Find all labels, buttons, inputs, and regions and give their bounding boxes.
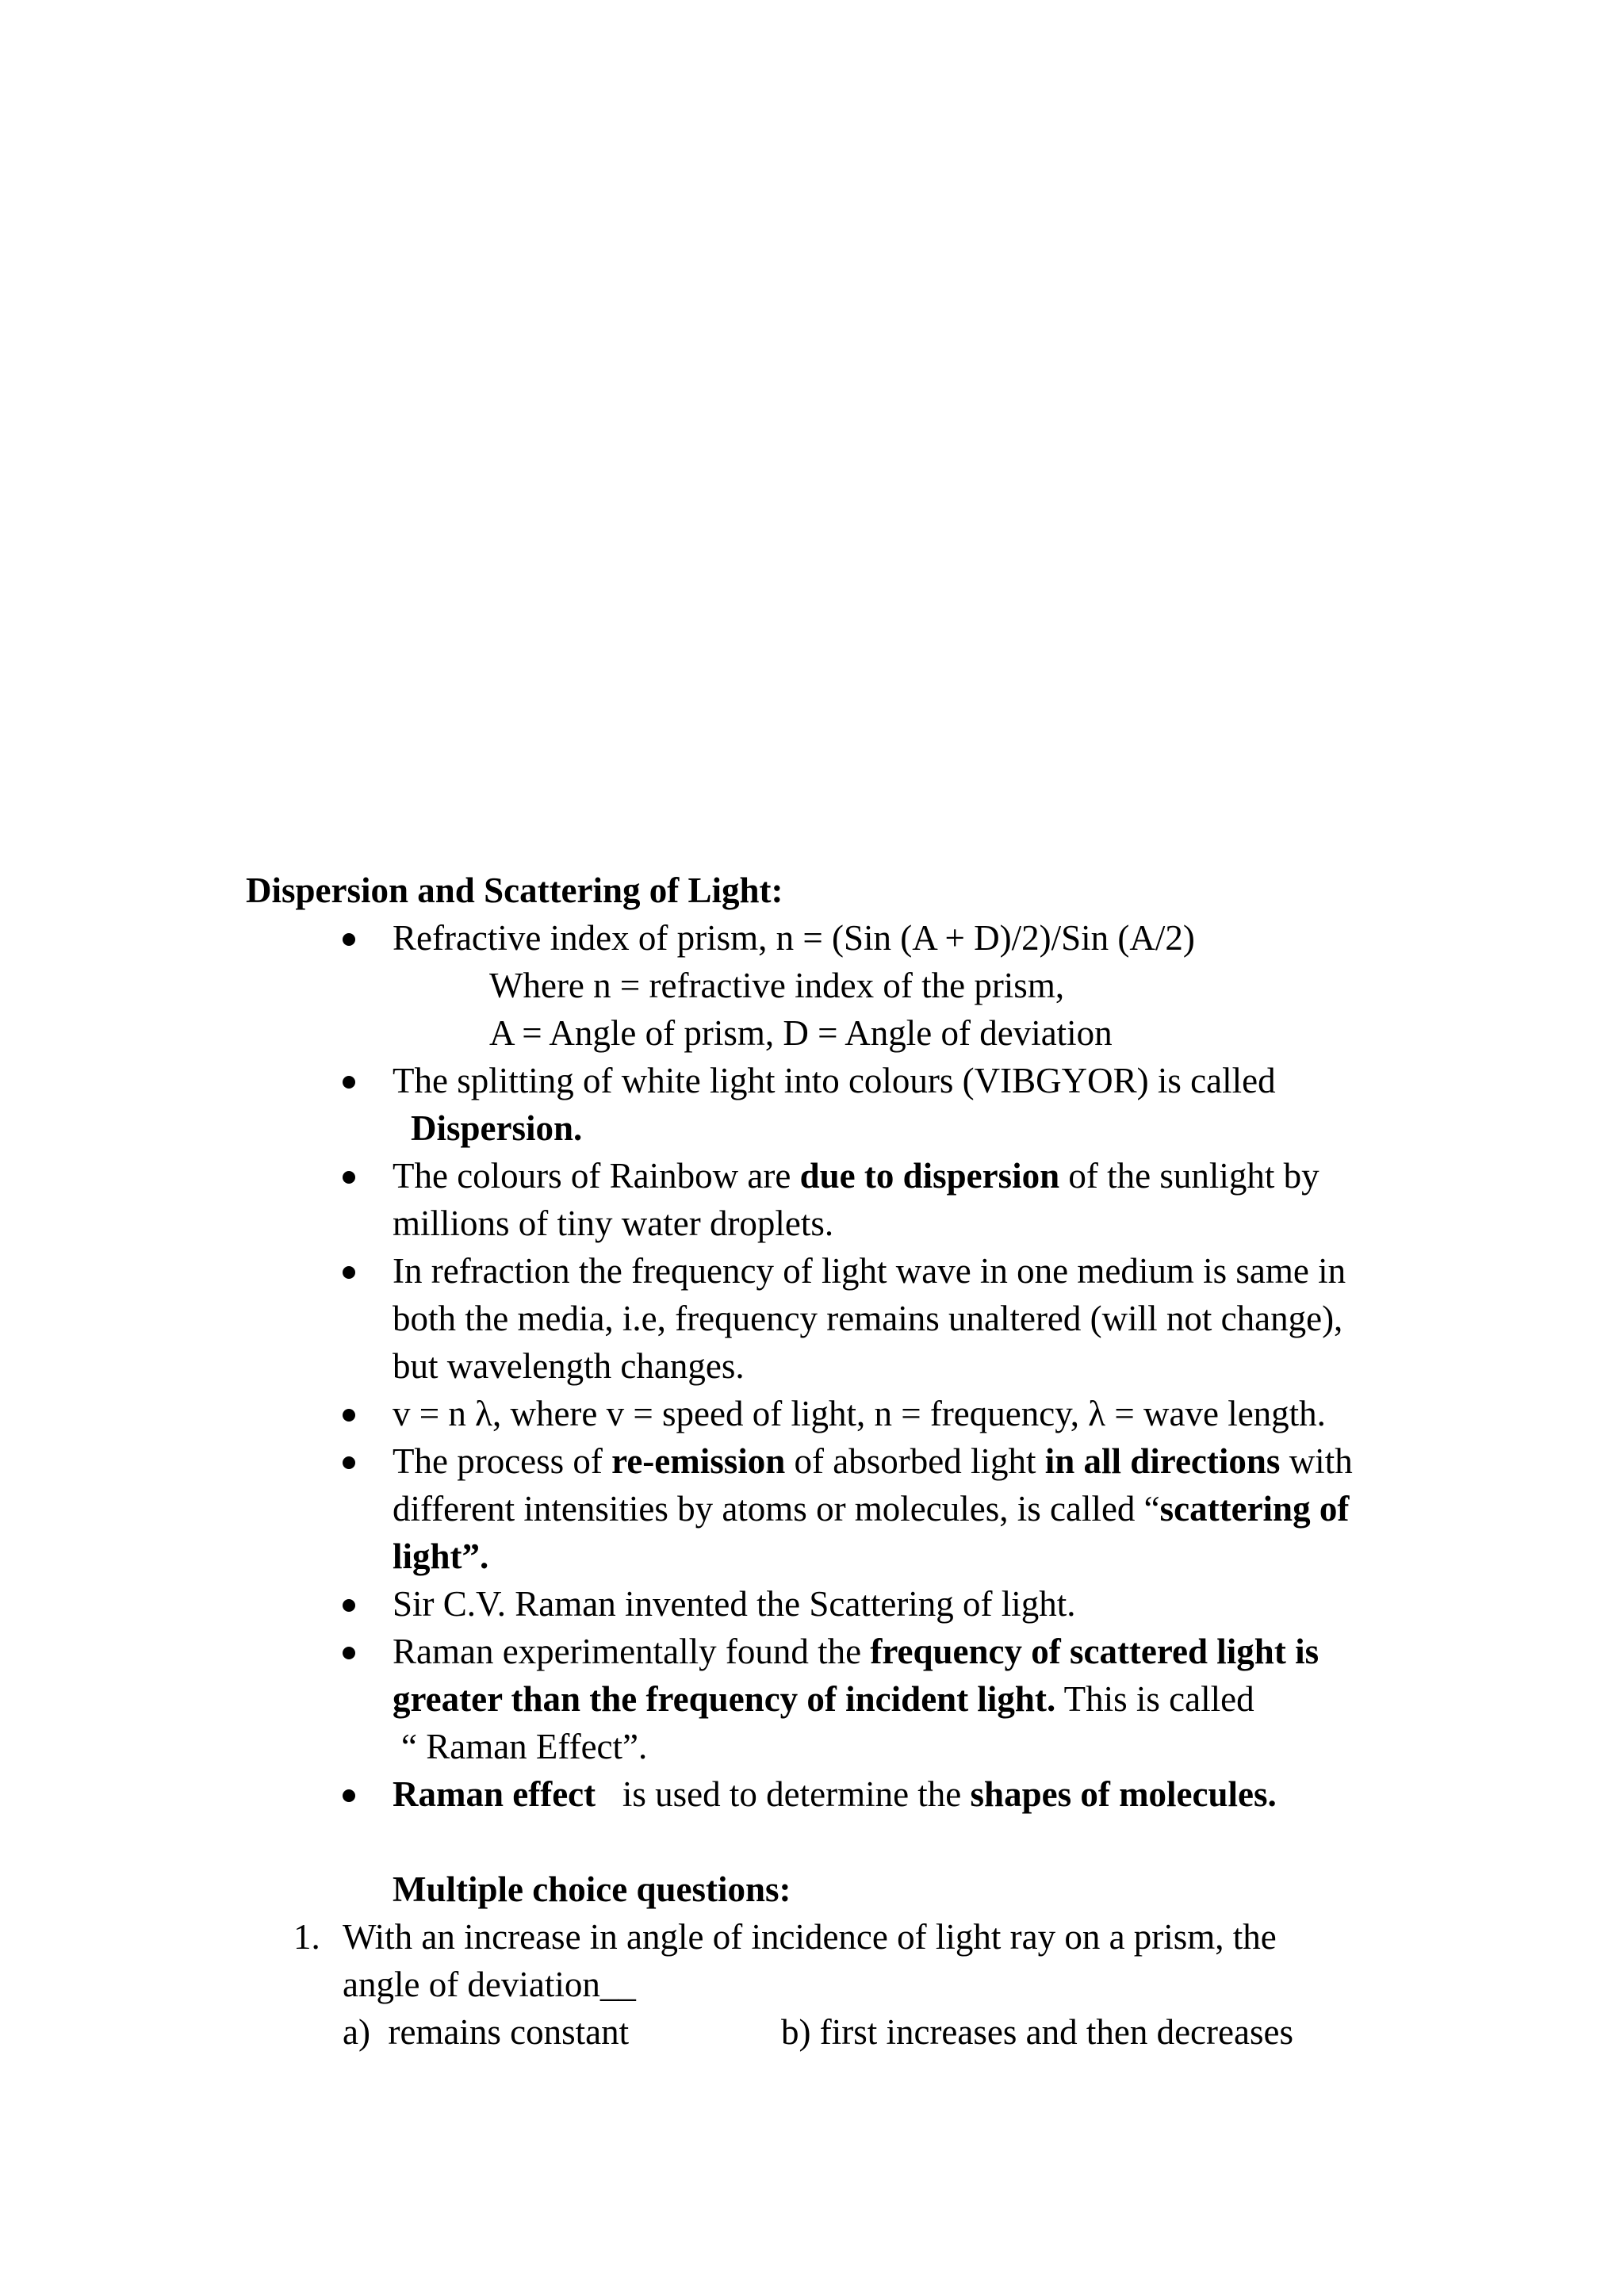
bullet-dot	[343, 1647, 355, 1659]
question-1-line-2: angle of deviation__	[343, 1965, 636, 2004]
bullet-dot	[343, 1456, 355, 1469]
bullet-2-line-1: The splitting of white light into colours (VIBGYOR) is called	[393, 1061, 1276, 1100]
bullet-dot	[343, 1266, 355, 1279]
bullet-7-line-1: Sir C.V. Raman invented the Scattering of light.	[393, 1584, 1076, 1624]
bullet-1-line-2: Where n = refractive index of the prism,	[489, 966, 1065, 1005]
bullet-8-line-3: “ Raman Effect”.	[401, 1727, 648, 1766]
bullet-dot	[343, 933, 355, 946]
bullet-3-line-1: The colours of Rainbow are due to dispersion of the sunlight by	[393, 1156, 1320, 1196]
section-title: Dispersion and Scattering of Light:	[246, 871, 783, 910]
bullet-1-line-3: A = Angle of prism, D = Angle of deviation	[489, 1013, 1113, 1053]
bullet-dot	[343, 1599, 355, 1612]
option-b: b) first increases and then decreases	[781, 2012, 1293, 2052]
bullet-6-line-3: light”.	[393, 1536, 489, 1576]
bullet-4-line-3: but wavelength changes.	[393, 1346, 745, 1386]
bullet-4-line-2: both the media, i.e, frequency remains unaltered (will not change),	[393, 1299, 1343, 1338]
bullet-dot	[343, 1409, 355, 1422]
bullet-1-line-1: Refractive index of prism, n = (Sin (A + D)/2)/Sin (A/2)	[393, 918, 1195, 958]
question-1-line-1: With an increase in angle of incidence of light ray on a prism, the	[343, 1917, 1277, 1957]
question-number: 1.	[293, 1917, 320, 1957]
bullet-5-line-1: v = n λ, where v = speed of light, n = frequency, λ = wave length.	[393, 1394, 1326, 1433]
bullet-3-line-2: millions of tiny water droplets.	[393, 1203, 834, 1243]
bullet-dot	[343, 1789, 355, 1802]
bullet-6-line-2: different intensities by atoms or molecules, is called “scattering of	[393, 1489, 1350, 1529]
bullet-dot	[343, 1076, 355, 1089]
bullet-2-line-2: Dispersion.	[411, 1108, 583, 1148]
mcq-heading: Multiple choice questions:	[393, 1869, 791, 1909]
bullet-9-line-1: Raman effect is used to determine the shapes of molecules.	[393, 1774, 1277, 1814]
bullet-8-line-2: greater than the frequency of incident light. This is called	[393, 1679, 1254, 1719]
option-a: a) remains constant	[343, 2012, 630, 2052]
bullet-dot	[343, 1171, 355, 1184]
bullet-8-line-1: Raman experimentally found the frequency of scattered light is	[393, 1632, 1320, 1671]
bullet-4-line-1: In refraction the frequency of light wave in one medium is same in	[393, 1251, 1346, 1291]
bullet-6-line-1: The process of re-emission of absorbed light in all directions with	[393, 1441, 1353, 1481]
